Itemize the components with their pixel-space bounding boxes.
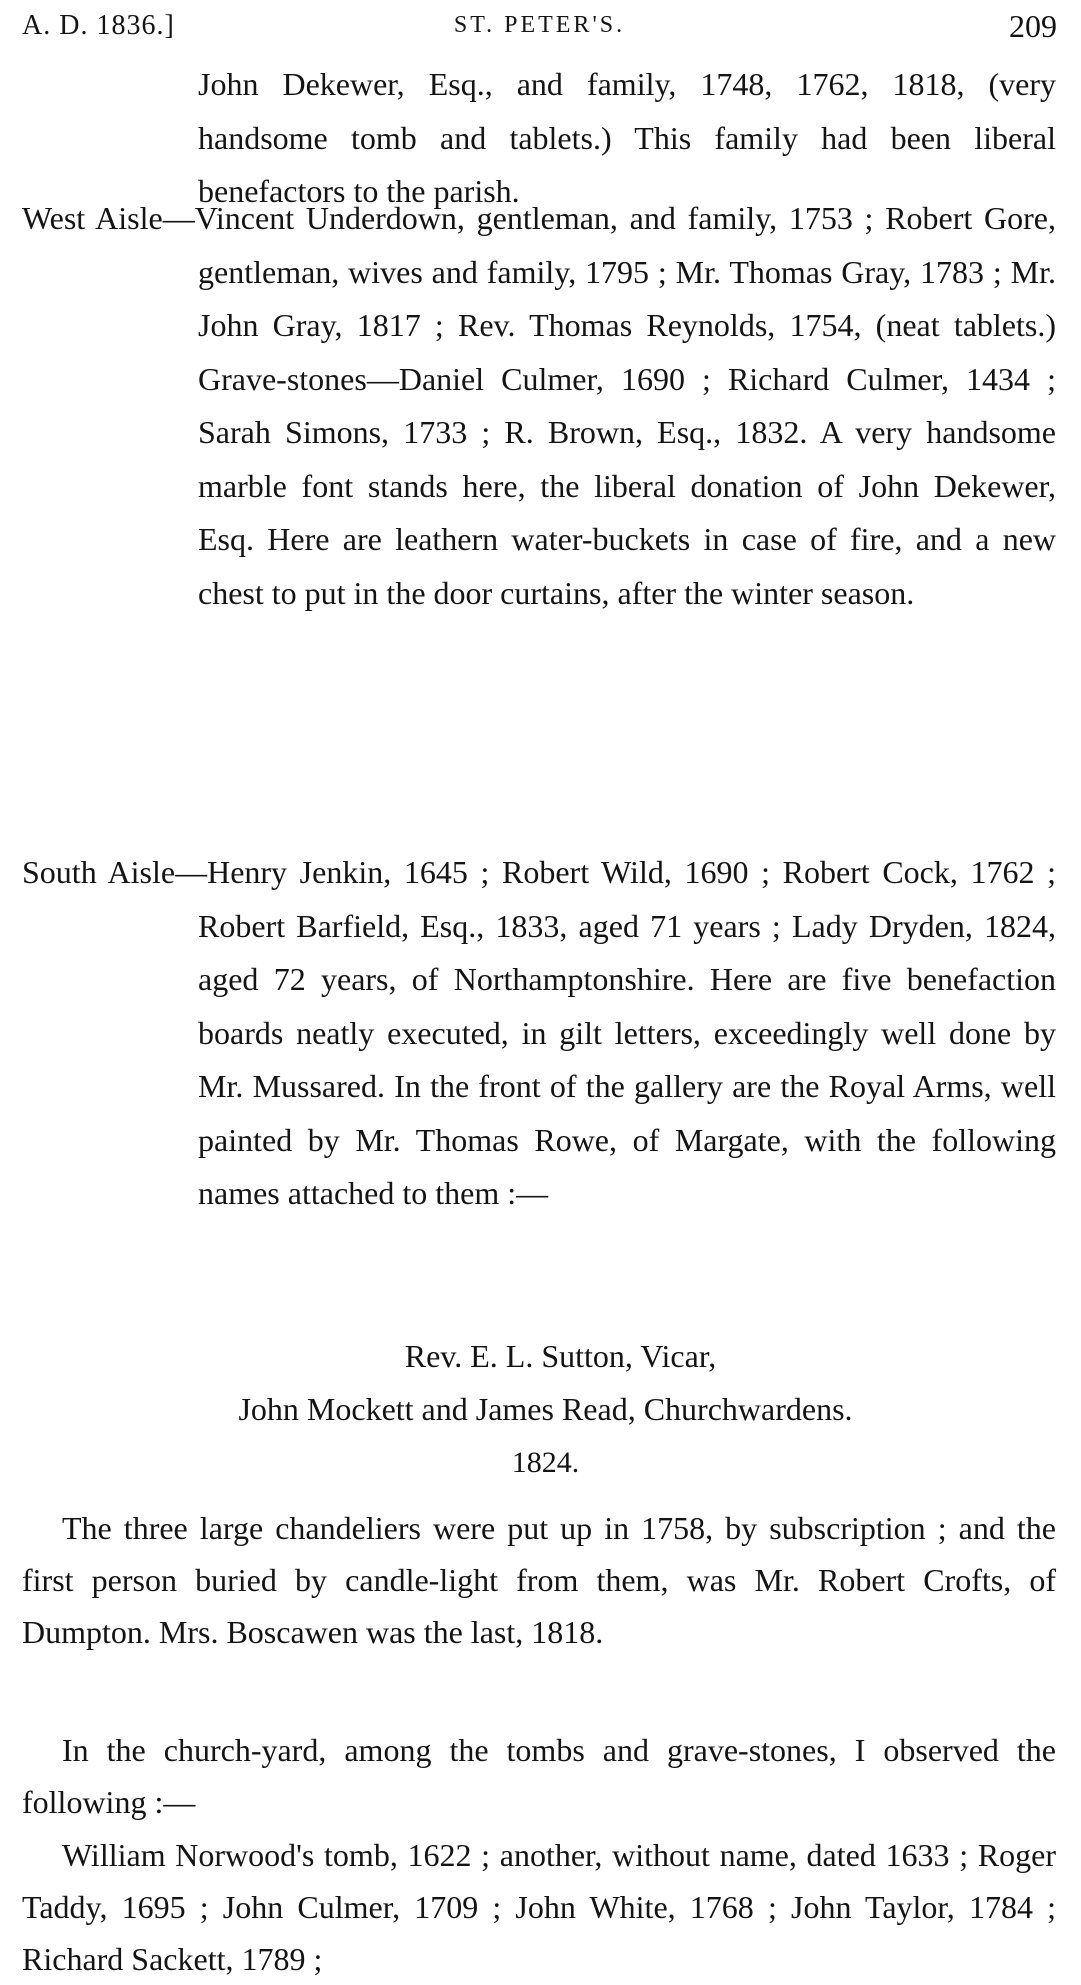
inscription-churchwardens: John Mockett and James Read, Churchwardens. <box>238 1391 853 1427</box>
running-header <box>22 8 1057 48</box>
inscription-vicar: Rev. E. L. Sutton, Vicar, <box>404 1338 717 1374</box>
page-number: 209 <box>1009 8 1057 44</box>
paragraph-tombs-list: William Norwood's tomb, 1622 ; another, without name, dated 1633 ; Roger Taddy, 1695 ; John Culmer, 1709 ; John White, 1768 ; John Taylor, 1784 ; Richard Sackett, 1789 ; <box>22 1837 1056 1977</box>
paragraph-chandeliers: The three large chandeliers were put up in 1758, by subscription ; and the first person buried by candle-light from them, was Mr. Robert Crofts, of Dumpton. Mrs. Boscawen was the last, 1818. <box>22 1510 1056 1650</box>
header-date: A. D. 1836.] <box>22 10 175 41</box>
paragraph-west-aisle: West Aisle—Vincent Underdown, gentleman, and family, 1753 ; Robert Gore, gentleman, wives and family, 1795 ; Mr. Thomas Gray, 1783 ; Mr. John Gray, 1817 ; Rev. Thomas Reynolds, 1754, (neat tablets.) Grave-stones—Daniel Culmer, 1690 ; Richard Culmer, 1434 ; Sarah Simons, 1733 ; R. Brown, Esq., 1832. A very handsome marble font stands here, the liberal donation of John Dekewer, Esq. Here are leathern water-buckets in case of fire, and a new chest to put in the door curtains, after the winter season. <box>22 200 1056 611</box>
header-title: ST. PETER'S. <box>453 12 626 38</box>
paragraph-dekewer-continued: John Dekewer, Esq., and family, 1748, 1762, 1818, (very handsome tomb and tablets.) This family had been liberal benefactors to the parish. <box>198 66 1056 209</box>
paragraph-south-aisle: South Aisle—Henry Jenkin, 1645 ; Robert Wild, 1690 ; Robert Cock, 1762 ; Robert Barfield, Esq., 1833, aged 71 years ; Lady Dryden, 1824, aged 72 years, of Northamptonshire. Here are five benefaction boards neatly executed, in gilt letters, exceedingly well done by Mr. Mussared. In the front of the gallery are the Royal Arms, well painted by Mr. Thomas Rowe, of Margate, with the following names attached to them :— <box>22 854 1056 1211</box>
paragraph-church-yard: In the church-yard, among the tombs and grave-stones, I observed the following :— <box>22 1732 1056 1820</box>
inscription-year: 1824. <box>511 1446 580 1479</box>
